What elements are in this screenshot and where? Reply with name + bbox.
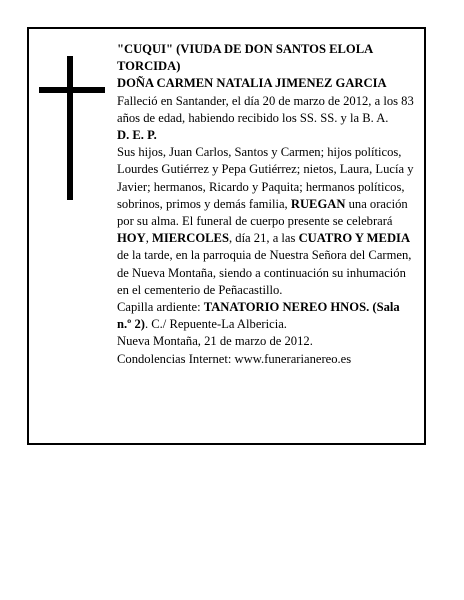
death-info: Falleció en Santander, el día 20 de marzo de 2012, a los 83 años de edad, habiendo recibido los SS. SS. y la B. A. (117, 93, 414, 125)
hoy-word: HOY (117, 231, 146, 246)
chapel-label: Capilla ardiente: (117, 300, 201, 315)
cross-icon (39, 56, 105, 200)
chapel-line (117, 299, 417, 333)
obituary-notice (27, 27, 426, 445)
family-list: Sus hijos, Juan Carlos, Santos y Carmen; hijos políticos, Lourdes Gutiérrez y Pepa Gutiérrez; nietos, Laura, Lucía y Javier; hermanos, Ricardo y Paquita; hermanos políticos, sobrinos, primos y demás familia, (117, 145, 414, 211)
obituary-text (117, 41, 417, 368)
chapel-address: . C./ Repuente-La Albericia. (144, 317, 287, 332)
funeral-time: CUATRO Y MEDIA (298, 231, 411, 246)
date-line: Nueva Montaña, 21 de marzo de 2012. (117, 334, 313, 349)
condolences-line: Condolencias Internet: www.funerarianereo.es (117, 351, 352, 366)
cross-vertical-bar (67, 56, 73, 200)
funeral-location: de la tarde, en la parroquia de Nuestra Señora del Carmen, de Nueva Montaña, siendo a continuación su inhumación en el cementerio de Peñacastillo. (117, 248, 412, 297)
prayer-request: una oración por su alma. El funeral de cuerpo presente se celebrará (117, 196, 408, 229)
miercoles-word: MIERCOLES (151, 231, 229, 246)
family-paragraph: Sus hijos, Juan Carlos, Santos y Carmen; hijos políticos, Lourdes Gutiérrez y Pepa Gutiérrez; nietos, Laura, Lucía y Javier; hermanos, Ricardo y Paquita; hermanos políticos, sobrinos, primos y demás familia, RUEGAN una oración por su alma. El funeral de cuerpo presente se celebrará HOY, MIERCOLES, día 21, a las CUATRO Y MEDIA de la tarde, en la parroquia de Nuestra Señora del Carmen, de Nueva Montaña, siendo a continuación su inhumación en el cementerio de Peñacastillo. (117, 145, 414, 297)
dep-line: D. E. P. (117, 128, 157, 143)
deceased-name: DOÑA CARMEN NATALIA JIMENEZ GARCIA (117, 76, 387, 91)
ruegan-word: RUEGAN (290, 196, 346, 211)
day-time-prefix: , día 21, a las (228, 231, 296, 246)
chapel-name: TANATORIO NEREO HNOS. (Sala n.º 2) (117, 300, 400, 332)
cross-horizontal-bar (39, 87, 105, 93)
nickname-line: "CUQUI" (VIUDA DE DON SANTOS ELOLA TORCIDA) (117, 42, 373, 74)
